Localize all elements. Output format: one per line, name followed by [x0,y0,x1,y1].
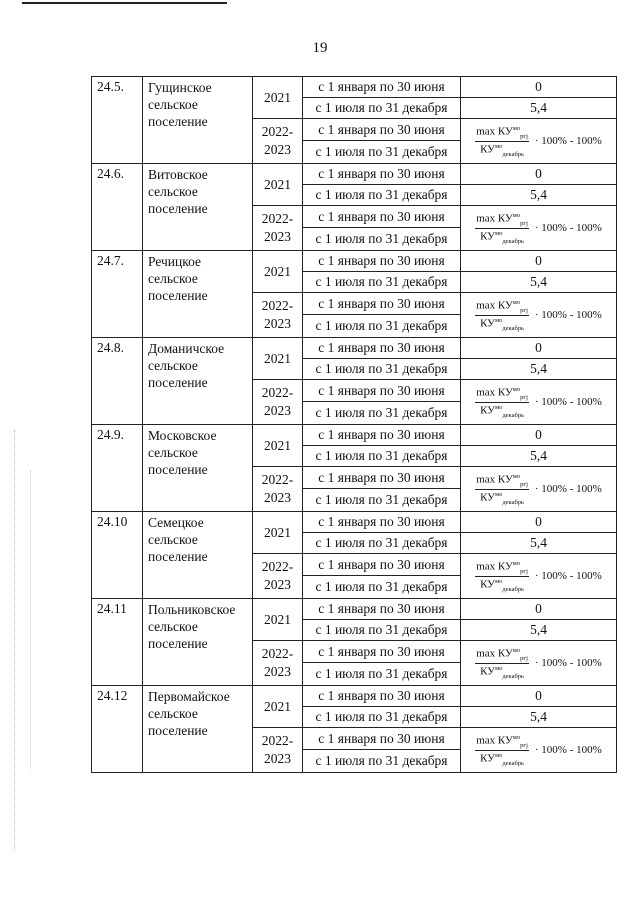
tariff-table [91,76,617,773]
year-cell: 2021 [253,599,303,641]
formula-denominator: $КУ^{мо}_{декабрь}$ [480,229,525,245]
formula-operator: · 100% - 100% [534,483,602,495]
settlement-name-line: сельское [148,184,198,199]
row-number: 24.12 [92,686,143,773]
period-cell: с 1 января по 30 июня [303,293,461,315]
value-cell: 5,4 [461,620,617,641]
formula [461,468,616,510]
year-range-cell [253,728,303,773]
value-cell: 0 [461,512,617,533]
formula-fraction [475,125,529,158]
formula-operator: · 100% - 100% [534,657,602,669]
formula [461,729,616,771]
formula-cell [461,293,617,338]
formula-denominator: $КУ^{мо}_{декабрь}$ [480,751,525,767]
formula [461,642,616,684]
formula-denominator: $КУ^{мо}_{декабрь}$ [480,316,525,332]
period-cell: с 1 января по 30 июня [303,641,461,663]
top-rule [22,2,227,4]
row-number: 24.6. [92,164,143,251]
period-cell: с 1 июля по 31 декабря [303,185,461,206]
settlement-name-line: сельское [148,532,198,547]
year-range-end: 2023 [264,142,291,157]
formula-operator: · 100% - 100% [534,135,602,147]
year-cell: 2021 [253,77,303,119]
period-cell: с 1 января по 30 июня [303,77,461,98]
period-cell: с 1 января по 30 июня [303,467,461,489]
period-cell: с 1 января по 30 июня [303,599,461,620]
formula-operator: · 100% - 100% [534,309,602,321]
period-cell: с 1 января по 30 июня [303,119,461,141]
formula-numerator: $\max КУ^{мо}_{ргј}$ [476,646,528,662]
formula-fraction [475,299,529,332]
formula [461,294,616,336]
year-cell: 2021 [253,338,303,380]
formula-cell [461,554,617,599]
formula-fraction [475,734,529,767]
settlement-name-line: сельское [148,445,198,460]
period-cell: с 1 июля по 31 декабря [303,750,461,773]
year-range-end: 2023 [264,751,291,766]
formula-operator: · 100% - 100% [534,744,602,756]
formula-numerator: $\max КУ^{мо}_{ргј}$ [476,124,528,140]
year-range-start: 2022- [261,472,294,487]
row-number: 24.10 [92,512,143,599]
year-range-start: 2022- [261,385,294,400]
year-range-end: 2023 [264,664,291,679]
year-cell: 2021 [253,425,303,467]
year-range-end: 2023 [264,229,291,244]
period-cell: с 1 января по 30 июня [303,728,461,750]
margin-dotted-line [30,470,31,770]
formula-operator: · 100% - 100% [534,570,602,582]
year-range-start: 2022- [261,211,294,226]
settlement-name-line: поселение [148,636,208,651]
formula-cell [461,206,617,251]
settlement-name-line: Польниковское [148,602,236,617]
formula-cell [461,728,617,773]
settlement-name-line: Московское [148,428,217,443]
year-cell: 2021 [253,512,303,554]
year-range-start: 2022- [261,559,294,574]
settlement-name-line: Семецкое [148,515,204,530]
period-cell: с 1 июля по 31 декабря [303,315,461,338]
formula [461,555,616,597]
year-range-end: 2023 [264,403,291,418]
value-cell: 5,4 [461,359,617,380]
year-range-cell [253,119,303,164]
settlement-name [143,686,253,773]
period-cell: с 1 января по 30 июня [303,554,461,576]
year-range-end: 2023 [264,490,291,505]
formula-denominator: $КУ^{мо}_{декабрь}$ [480,664,525,680]
period-cell: с 1 июля по 31 декабря [303,98,461,119]
value-cell: 5,4 [461,98,617,119]
year-range-cell [253,380,303,425]
period-cell: с 1 января по 30 июня [303,512,461,533]
period-cell: с 1 января по 30 июня [303,206,461,228]
period-cell: с 1 июля по 31 декабря [303,141,461,164]
value-cell: 5,4 [461,272,617,293]
period-cell: с 1 июля по 31 декабря [303,359,461,380]
settlement-name [143,338,253,425]
formula-denominator: $КУ^{мо}_{декабрь}$ [480,490,525,506]
settlement-name-line: Речицкое [148,254,202,269]
value-cell: 5,4 [461,446,617,467]
formula-fraction [475,386,529,419]
settlement-name [143,512,253,599]
period-cell: с 1 июля по 31 декабря [303,576,461,599]
formula-cell [461,641,617,686]
period-cell: с 1 января по 30 июня [303,425,461,446]
settlement-name-line: Гущинское [148,80,212,95]
year-range-cell [253,206,303,251]
settlement-name-line: поселение [148,549,208,564]
margin-dotted-line [14,430,15,850]
settlement-name-line: сельское [148,619,198,634]
settlement-name-line: поселение [148,201,208,216]
value-cell: 5,4 [461,707,617,728]
value-cell: 0 [461,77,617,98]
year-range-cell [253,641,303,686]
formula-fraction [475,212,529,245]
period-cell: с 1 июля по 31 декабря [303,663,461,686]
settlement-name-line: поселение [148,462,208,477]
row-number: 24.7. [92,251,143,338]
formula-denominator: $КУ^{мо}_{декабрь}$ [480,577,525,593]
period-cell: с 1 января по 30 июня [303,686,461,707]
settlement-name [143,599,253,686]
year-range-start: 2022- [261,298,294,313]
settlement-name [143,164,253,251]
page-number: 19 [312,40,328,56]
settlement-name [143,77,253,164]
formula-numerator: $\max КУ^{мо}_{ргј}$ [476,733,528,749]
value-cell: 0 [461,599,617,620]
value-cell: 0 [461,686,617,707]
formula-cell [461,119,617,164]
value-cell: 0 [461,425,617,446]
settlement-name-line: Витовское [148,167,208,182]
settlement-name-line: поселение [148,288,208,303]
period-cell: с 1 января по 30 июня [303,251,461,272]
period-cell: с 1 января по 30 июня [303,380,461,402]
settlement-name-line: Доманичское [148,341,225,356]
period-cell: с 1 июля по 31 декабря [303,707,461,728]
value-cell: 0 [461,338,617,359]
row-number: 24.5. [92,77,143,164]
row-number: 24.8. [92,338,143,425]
period-cell: с 1 января по 30 июня [303,164,461,185]
period-cell: с 1 июля по 31 декабря [303,489,461,512]
year-range-end: 2023 [264,577,291,592]
value-cell: 0 [461,251,617,272]
settlement-name-line: сельское [148,271,198,286]
period-cell: с 1 июля по 31 декабря [303,272,461,293]
year-range-start: 2022- [261,646,294,661]
formula-numerator: $\max КУ^{мо}_{ргј}$ [476,211,528,227]
year-range-cell [253,467,303,512]
period-cell: с 1 июля по 31 декабря [303,446,461,467]
period-cell: с 1 июля по 31 декабря [303,533,461,554]
value-cell: 5,4 [461,185,617,206]
formula-fraction [475,560,529,593]
formula-operator: · 100% - 100% [534,222,602,234]
settlement-name-line: поселение [148,114,208,129]
settlement-name-line: поселение [148,375,208,390]
formula-denominator: $КУ^{мо}_{декабрь}$ [480,142,525,158]
row-number: 24.11 [92,599,143,686]
period-cell: с 1 января по 30 июня [303,338,461,359]
settlement-name-line: сельское [148,358,198,373]
formula-fraction [475,473,529,506]
year-range-start: 2022- [261,733,294,748]
settlement-name [143,251,253,338]
formula-numerator: $\max КУ^{мо}_{ргј}$ [476,298,528,314]
formula-numerator: $\max КУ^{мо}_{ргј}$ [476,472,528,488]
year-range-cell [253,293,303,338]
formula-denominator: $КУ^{мо}_{декабрь}$ [480,403,525,419]
year-range-end: 2023 [264,316,291,331]
year-cell: 2021 [253,251,303,293]
formula [461,120,616,162]
period-cell: с 1 июля по 31 декабря [303,228,461,251]
value-cell: 5,4 [461,533,617,554]
formula-fraction [475,647,529,680]
settlement-name-line: сельское [148,97,198,112]
row-number: 24.9. [92,425,143,512]
value-cell: 0 [461,164,617,185]
settlement-name-line: поселение [148,723,208,738]
formula [461,381,616,423]
period-cell: с 1 июля по 31 декабря [303,402,461,425]
formula-numerator: $\max КУ^{мо}_{ргј}$ [476,559,528,575]
year-cell: 2021 [253,164,303,206]
settlement-name-line: Первомайское [148,689,230,704]
formula-operator: · 100% - 100% [534,396,602,408]
settlement-name [143,425,253,512]
formula-numerator: $\max КУ^{мо}_{ргј}$ [476,385,528,401]
settlement-name-line: сельское [148,706,198,721]
formula-cell [461,380,617,425]
year-range-start: 2022- [261,124,294,139]
formula-cell [461,467,617,512]
formula [461,207,616,249]
period-cell: с 1 июля по 31 декабря [303,620,461,641]
year-cell: 2021 [253,686,303,728]
year-range-cell [253,554,303,599]
